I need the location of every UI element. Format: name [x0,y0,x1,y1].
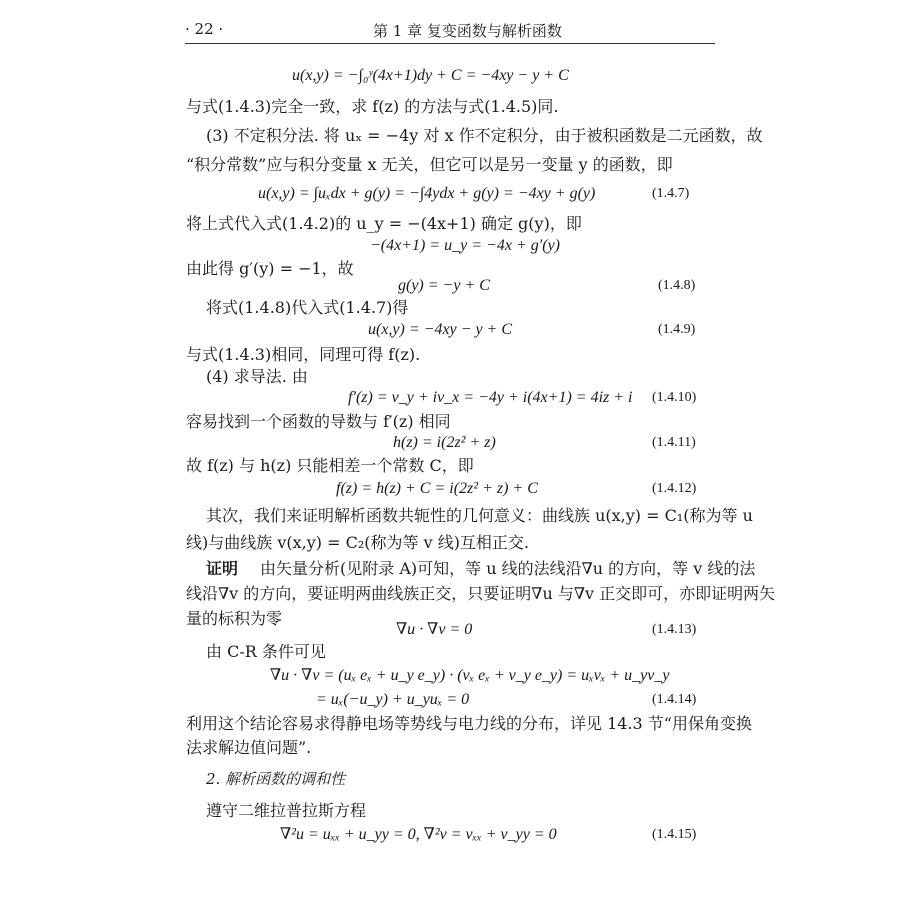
running-header [185,18,715,44]
equation-1-4-7: u(x,y) = ∫uₓdx + g(y) = −∫4ydx + g(y) = −4xy + g(y) [258,185,596,202]
equation-uy: −(4x+1) = u_y = −4x + g′(y) [370,237,560,254]
equation-number: (1.4.12) [652,481,697,496]
section-heading: 2. 解析函数的调和性 [206,770,346,788]
equation-number: (1.4.13) [652,622,697,637]
equation-number: (1.4.15) [652,827,697,842]
paragraph-line: 故 f(z) 与 h(z) 只能相差一个常数 C，即 [186,456,474,475]
paragraph-line: 由矢量分析(见附录 A)可知，等 u 线的法线沿∇u 的方向，等 v 线的法 [260,559,756,578]
paragraph-line: 与式(1.4.3)完全一致，求 f(z) 的方法与式(1.4.5)同. [186,97,559,116]
equation-1-4-11: h(z) = i(2z² + z) [393,434,496,451]
equation-u-integral: u(x,y) = −∫₀ʸ(4x+1)dy + C = −4xy − y + C [292,67,569,84]
proof-label: 证明 [206,559,239,578]
chapter-title: 第 1 章 复变函数与解析函数 [373,22,562,40]
paragraph-line: 将式(1.4.8)代入式(1.4.7)得 [206,298,409,317]
equation-number: (1.4.11) [652,435,696,450]
paragraph-line: 将上式代入式(1.4.2)的 u_y = −(4x+1) 确定 g(y)，即 [186,214,582,233]
paragraph-line: 利用这个结论容易求得静电场等势线与电力线的分布，详见 14.3 节“用保角变换 [186,714,752,733]
paragraph-line: 线沿∇v 的方向，要证明两曲线族正交，只要证明∇u 与∇v 正交即可，亦即证明两矢 [186,584,776,603]
paragraph-line: 法求解边值问题”. [186,738,312,757]
paragraph-line: 其次，我们来证明解析函数共轭性的几何意义：曲线族 u(x,y) = C₁(称为等 u [206,506,753,525]
paragraph-line: 容易找到一个函数的导数与 f′(z) 相同 [186,412,451,431]
equation-1-4-10: f′(z) = v_y + iv_x = −4y + i(4x+1) = 4iz + i [348,389,633,406]
paragraph-line: (3) 不定积分法. 将 uₓ = −4y 对 x 作不定积分，由于被积函数是二元函数，故 [206,126,763,145]
equation-number: (1.4.9) [658,322,696,337]
equation-number: (1.4.7) [652,186,690,201]
header-rule [185,43,715,44]
paragraph-line: “积分常数”应与积分变量 x 无关，但它可以是另一变量 y 的函数，即 [186,155,673,174]
paragraph-line: (4) 求导法. 由 [206,367,308,386]
equation-number: (1.4.10) [652,390,697,405]
equation-1-4-12: f(z) = h(z) + C = i(2z² + z) + C [336,480,538,497]
equation-1-4-14-line1: ∇u · ∇v = (uₓ eₓ + u_y e_y) · (vₓ eₓ + v_y e_y) = uₓvₓ + u_yv_y [270,667,670,684]
paragraph-line: 量的标积为零 [186,609,283,628]
equation-number: (1.4.14) [652,692,697,707]
paragraph-line: 遵守二维拉普拉斯方程 [206,801,367,820]
equation-1-4-8: g(y) = −y + C [398,277,490,294]
equation-number: (1.4.8) [658,278,696,293]
equation-1-4-15: ∇²u = uₓₓ + u_yy = 0, ∇²v = vₓₓ + v_yy = 0 [280,826,557,843]
page-number: · 22 · [185,20,224,38]
paragraph-line: 由 C-R 条件可见 [206,642,326,661]
equation-1-4-14-line2: = uₓ(−u_y) + u_yuₓ = 0 [316,691,470,708]
paragraph-line: 与式(1.4.3)相同，同理可得 f(z). [186,345,421,364]
paragraph-line: 由此得 g′(y) = −1，故 [186,259,354,278]
equation-1-4-9: u(x,y) = −4xy − y + C [368,321,513,338]
equation-1-4-13: ∇u · ∇v = 0 [396,621,473,638]
paragraph-line: 线)与曲线族 v(x,y) = C₂(称为等 v 线)互相正交. [186,533,530,552]
